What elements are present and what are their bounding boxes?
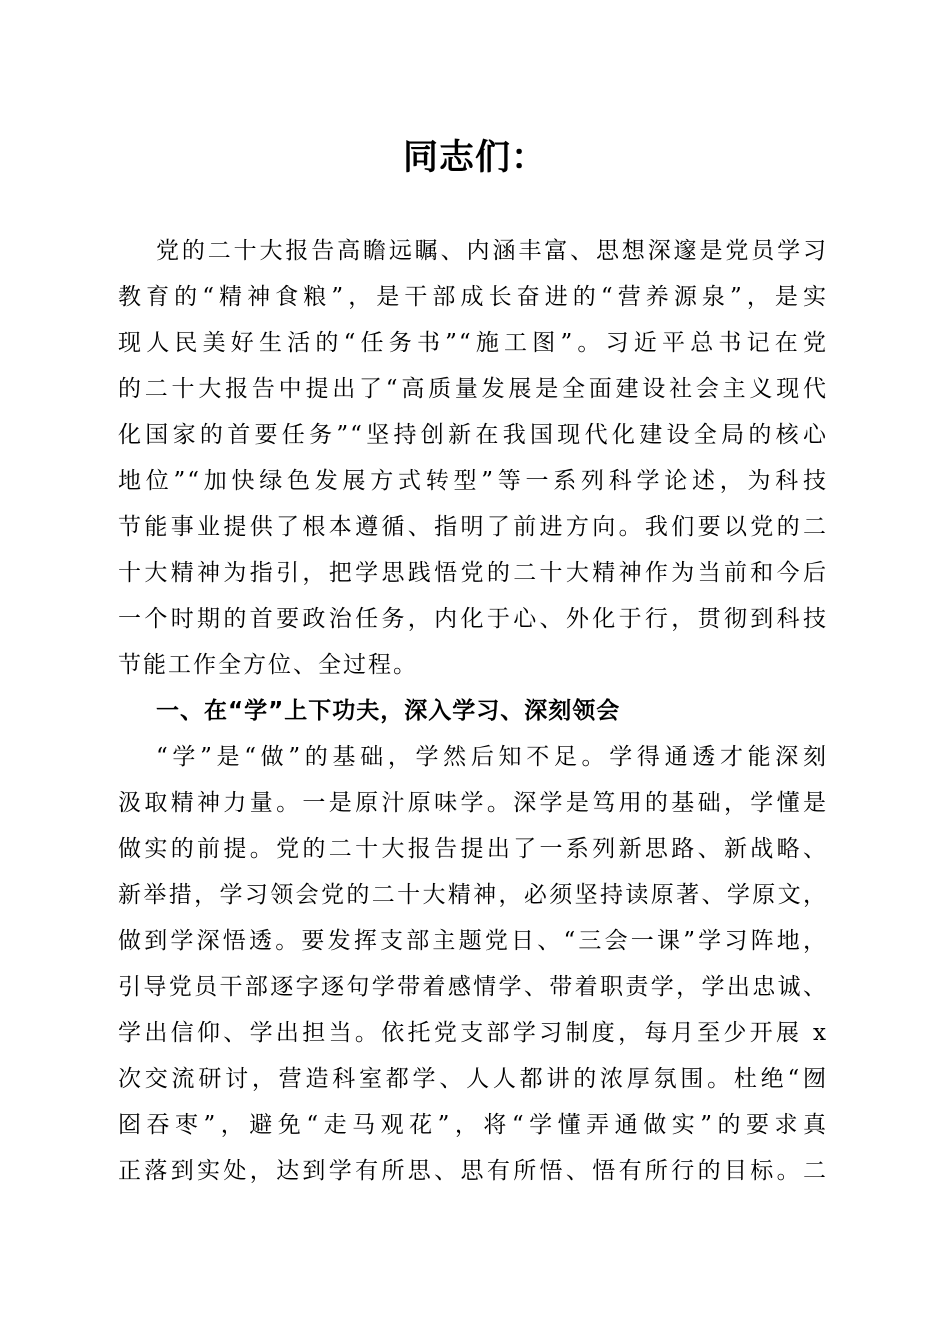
intro-paragraph-line: 节能工作全方位、全过程。	[118, 652, 418, 678]
intro-paragraph-line: 节能事业提供了根本遵循、指明了前进方向。我们要以党的二	[118, 514, 828, 540]
intro-paragraph-line: 十大精神为指引，把学思践悟党的二十大精神作为当前和今后	[118, 560, 828, 586]
section-paragraph-line: 囵吞枣”，避免“走马观花”，将“学懂弄通做实”的要求真	[118, 1112, 828, 1138]
page-title: 同志们：	[402, 137, 547, 178]
intro-paragraph-line: 的二十大报告中提出了“高质量发展是全面建设社会主义现代	[118, 376, 828, 402]
section-paragraph-line: 新举措，学习领会党的二十大精神，必须坚持读原著、学原文，	[118, 882, 828, 908]
section-paragraph-line: 次交流研讨，营造科室都学、人人都讲的浓厚氛围。杜绝“囫	[118, 1066, 828, 1092]
section-paragraph-line: 正落到实处，达到学有所思、思有所悟、悟有所行的目标。二	[118, 1158, 828, 1184]
section-paragraph-line: 做实的前提。党的二十大报告提出了一系列新思路、新战略、	[118, 836, 828, 862]
section-paragraph-line: “学”是“做”的基础，学然后知不足。学得通透才能深刻	[156, 744, 828, 770]
document-body	[118, 228, 828, 1194]
section-paragraph-line: 引导党员干部逐字逐句学带着感情学、带着职责学，学出忠诚、	[118, 974, 828, 1000]
intro-paragraph-line: 一个时期的首要政治任务，内化于心、外化于行，贯彻到科技	[118, 606, 828, 632]
intro-paragraph-line: 地位”“加快绿色发展方式转型”等一系列科学论述，为科技	[118, 468, 828, 494]
section-paragraph-line: 做到学深悟透。要发挥支部主题党日、“三会一课”学习阵地，	[118, 928, 828, 954]
intro-paragraph-line: 党的二十大报告高瞻远瞩、内涵丰富、思想深邃是党员学习	[156, 238, 828, 264]
intro-paragraph-line: 现人民美好生活的“任务书”“施工图”。习近平总书记在党	[118, 330, 828, 356]
intro-paragraph-line: 化国家的首要任务”“坚持创新在我国现代化建设全局的核心	[118, 422, 828, 448]
section-paragraph-line: 汲取精神力量。一是原汁原味学。深学是笃用的基础，学懂是	[118, 790, 828, 816]
section-paragraph-line: 学出信仰、学出担当。依托党支部学习制度，每月至少开展 x	[118, 1020, 828, 1046]
section-heading: 一、在“学”上下功夫，深入学习、深刻领会	[156, 698, 621, 724]
intro-paragraph-line: 教育的“精神食粮”，是干部成长奋进的“营养源泉”，是实	[118, 284, 828, 310]
